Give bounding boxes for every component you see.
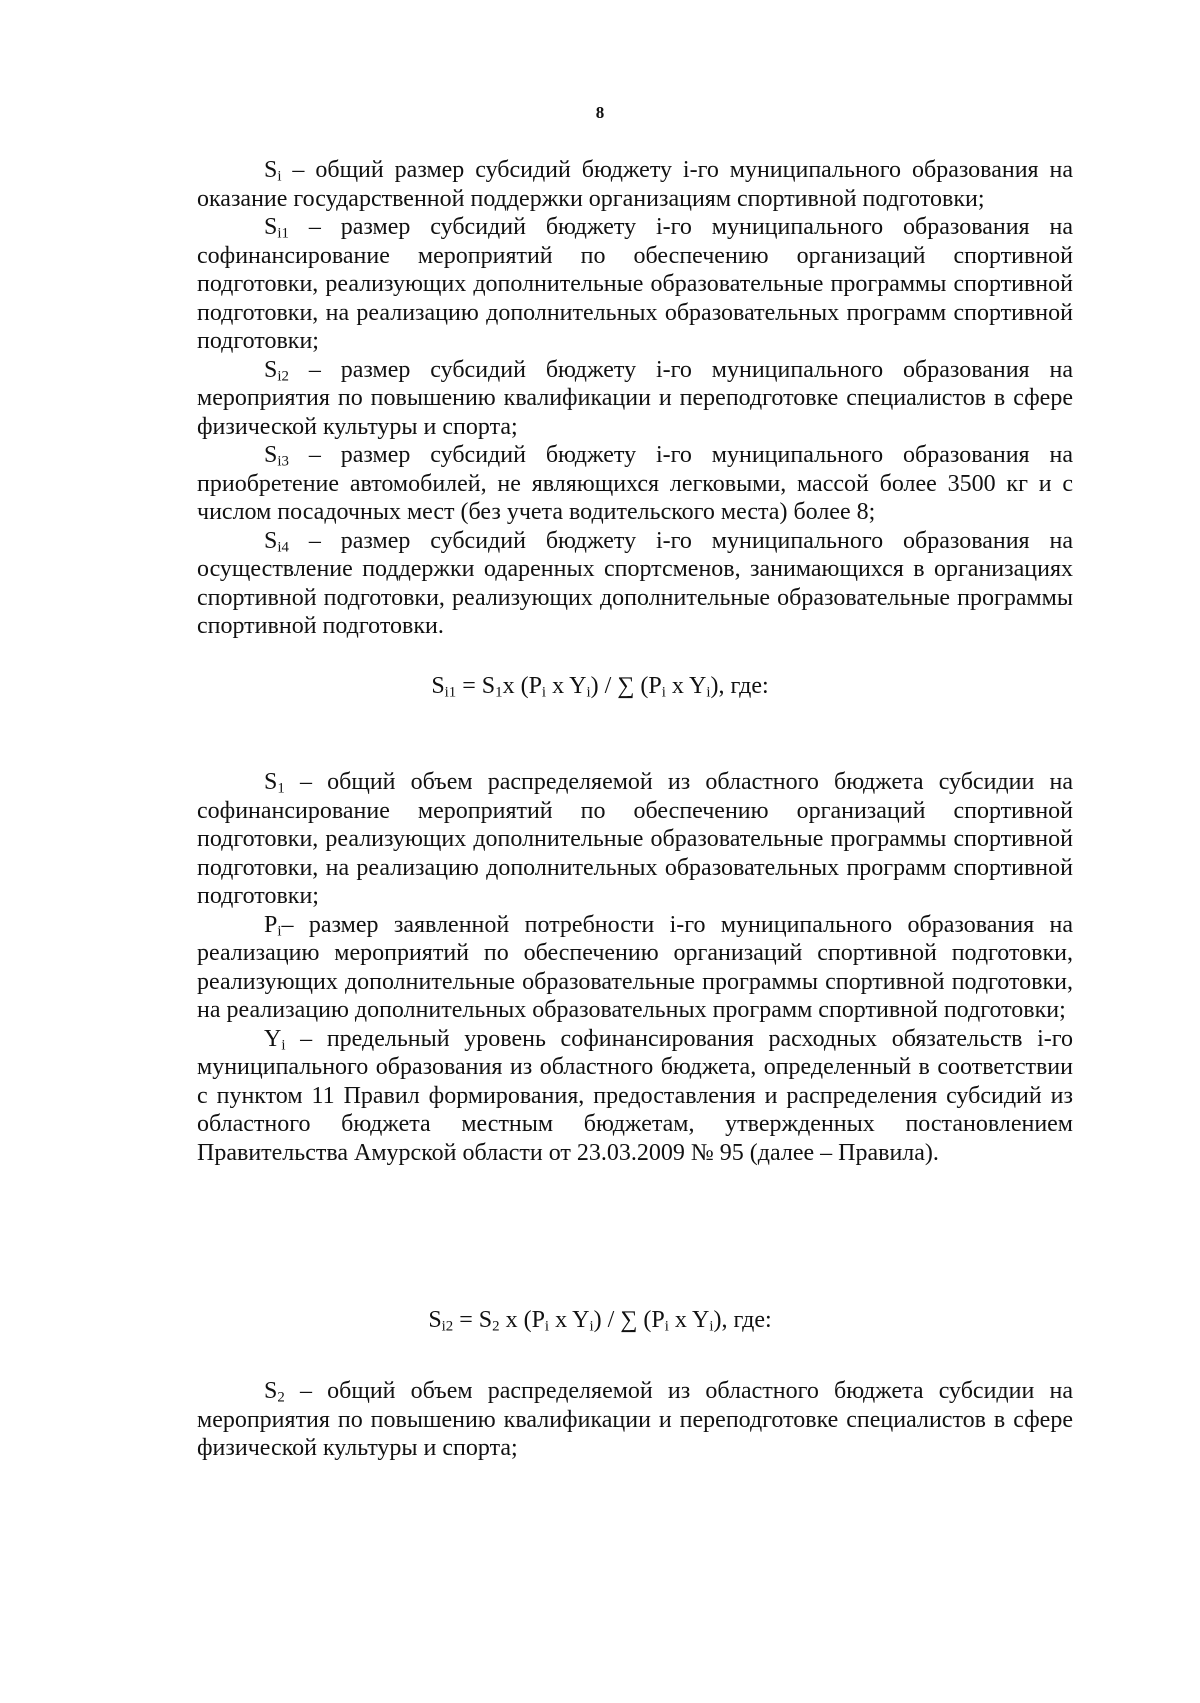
formula-text: x (P — [502, 673, 542, 699]
term-symbol: S — [264, 769, 278, 795]
formula-text: S — [431, 673, 445, 699]
definitions-block — [197, 156, 1073, 641]
term-subscript: i4 — [277, 538, 289, 555]
term-symbol: S — [264, 214, 278, 240]
term-symbol: S — [264, 442, 278, 468]
formula-si2 — [0, 1306, 1200, 1335]
explanation-text: – предельный уровень софинансирования расходных обязательств i-го муниципального образования из областного бюджета, определенный в соответствии с пунктом 11 Правил формирования, предоставления и распределения субсидий из областного бюджета местным бюджетам, утвержденных постановлением Правительства Амурской области от 23.03.2009 № 95 (далее – Правила). — [197, 1025, 1073, 1166]
term-symbol: S — [264, 356, 278, 383]
definition-text: – общий размер субсидий бюджету i-го муниципального образования на оказание государственной поддержки организациям спортивной подготовки; — [197, 157, 1073, 212]
formula-subscript: i — [709, 1318, 714, 1335]
formula-text: ) / ∑ (P — [590, 673, 662, 699]
formula-subscript: 1 — [495, 684, 503, 701]
term-symbol: S — [264, 157, 278, 183]
term-symbol: S — [264, 1378, 278, 1404]
term-subscript: i — [277, 922, 282, 939]
formula-text: x Y — [665, 673, 707, 699]
formula-text: ), где: — [710, 673, 769, 699]
formula-subscript: 2 — [492, 1318, 500, 1335]
definition-si3 — [197, 441, 1073, 527]
formula-subscript: i — [544, 1318, 550, 1335]
formula-subscript: i1 — [444, 684, 457, 701]
definition-si1 — [197, 213, 1073, 356]
explanation-s1 — [197, 768, 1073, 911]
formula-subscript: i — [541, 684, 547, 701]
term-subscript: i1 — [277, 225, 289, 242]
definition-si2 — [197, 356, 1073, 442]
formula-text: ) / ∑ (P — [593, 1307, 665, 1333]
formula-text: S — [428, 1307, 442, 1333]
explanation-yi — [197, 1025, 1073, 1168]
term-symbol: Y — [264, 1025, 282, 1052]
explanation-text: – общий объем распределяемой из областного бюджета субсидии на софинансирование мероприятий по обеспечению организаций спортивной подготовки, реализующих дополнительные образовательные программы спортивной подготовки, на реализацию дополнительных образовательных программ спортивной подготовки; — [197, 769, 1073, 909]
formula-si1 — [0, 672, 1200, 701]
definition-text: – размер субсидий бюджету i-го муниципального образования на софинансирование мероприятий по обеспечению организаций спортивной подготовки, реализующих дополнительные образовательные программы спортивной подготовки, на реализацию дополнительных образовательных программ спортивной подготовки; — [197, 214, 1073, 354]
term-subscript: i — [277, 168, 282, 185]
formula-subscript: i — [661, 684, 666, 701]
formula-subscript: i2 — [441, 1318, 454, 1335]
page-number: 8 — [595, 103, 605, 122]
explanation-text: – размер заявленной потребности i-го муниципального образования на реализацию мероприятий по обеспечению организаций спортивной подготовки, реализующих дополнительные образовательные программы спортивной подготовки, на реализацию дополнительных образовательных программ спортивной подготовки; — [197, 911, 1073, 1023]
definition-si4 — [197, 527, 1073, 641]
formula-text: x (P — [499, 1307, 545, 1333]
term-subscript: i2 — [277, 367, 289, 384]
term-symbol: P — [264, 911, 278, 938]
term-symbol: S — [264, 527, 278, 554]
term-subscript: i3 — [277, 453, 289, 470]
formula-text: = S — [456, 673, 496, 699]
definition-text: – размер субсидий бюджету i-го муниципального образования на приобретение автомобилей, не являющихся легковыми, массой более 3500 кг и с числом посадочных мест (без учета водительского места) более 8; — [197, 442, 1073, 525]
definition-text: – размер субсидий бюджету i-го муниципального образования на осуществление поддержки одаренных спортсменов, занимающихся в организациях спортивной подготовки, реализующих дополнительные образовательные программы спортивной подготовки. — [197, 527, 1073, 639]
formula-text: ), где: — [713, 1307, 772, 1333]
formula2-explanations — [197, 1377, 1073, 1463]
term-subscript: i — [281, 1036, 286, 1053]
explanation-text: – общий объем распределяемой из областного бюджета субсидии на мероприятия по повышению квалификации и переподготовке специалистов в сфере физической культуры и спорта; — [197, 1378, 1073, 1461]
explanation-pi — [197, 911, 1073, 1025]
formula-text: x Y — [546, 673, 587, 699]
formula-subscript: i — [589, 1318, 594, 1335]
definition-text: – размер субсидий бюджету i-го муниципального образования на мероприятия по повышению квалификации и переподготовке специалистов в сфере физической культуры и спорта; — [197, 356, 1073, 440]
formula-text: x Y — [549, 1307, 590, 1333]
formula-subscript: i — [586, 684, 591, 701]
term-subscript: 1 — [277, 780, 285, 797]
explanation-s2 — [197, 1377, 1073, 1463]
definition-si — [197, 156, 1073, 213]
formula1-explanations — [197, 768, 1073, 1167]
formula-subscript: i — [664, 1318, 669, 1335]
formula-text: x Y — [668, 1307, 710, 1333]
formula-subscript: i — [706, 684, 711, 701]
term-subscript: 2 — [277, 1389, 285, 1406]
formula-text: = S — [453, 1307, 493, 1333]
